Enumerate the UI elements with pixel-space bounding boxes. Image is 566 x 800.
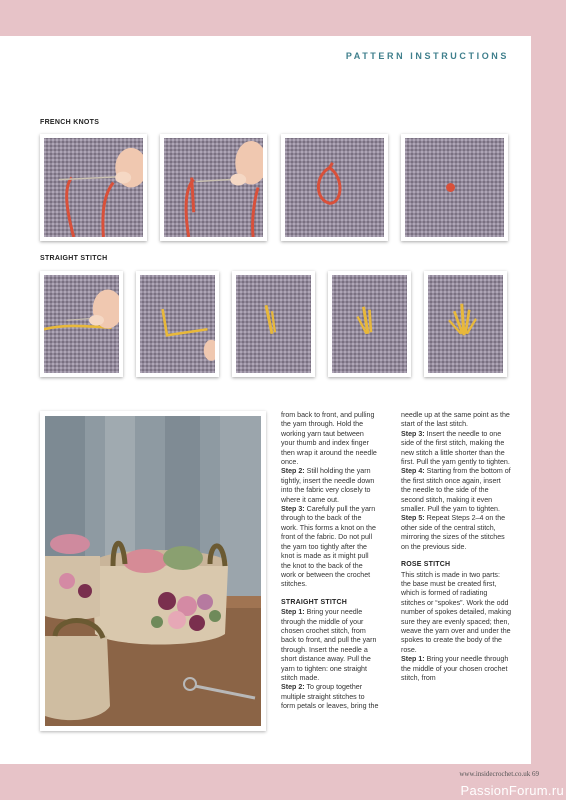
- step-text: To group together multiple straight stitches to form petals or leaves, bring the: [281, 683, 379, 711]
- subheading: ROSE STITCH: [401, 561, 451, 569]
- step-text: Insert the needle to one side of the first stitch, making the new stitch a little shorter than the first. Pull the yarn gently to tighten.: [401, 429, 510, 467]
- french-knot-step-4-photo: [401, 134, 508, 241]
- straight-stitch-step-3-photo: [232, 271, 315, 377]
- straight-stitch-step-4-photo: [328, 271, 411, 377]
- instruction-paragraph: [401, 467, 511, 514]
- straight-stitch-step-1-photo: [40, 271, 123, 377]
- instructions-column-2: [401, 411, 511, 683]
- french-knot-step-3-photo: [281, 134, 388, 241]
- subheading: STRAIGHT STITCH: [281, 598, 347, 606]
- instruction-paragraph: [281, 411, 379, 467]
- instruction-paragraph: [401, 430, 511, 468]
- step-label: Step 5:: [401, 514, 425, 523]
- straight-stitch-step-2-photo: [136, 271, 219, 377]
- rose-basket-photo: [40, 411, 266, 731]
- step-text: from back to front, and pulling the yarn through. Hold the working yarn taut between your thumb and index finger then wrap it around the needle once.: [281, 411, 377, 467]
- page-header: PATTERN INSTRUCTIONS: [345, 51, 509, 61]
- step-text: This stitch is made in two parts: the base must be created first, which is formed of radiating stitches or “spokes”. Work the odd number of spokes detailed, making sure they are evenly spaced; then, weave the yarn over and under the spokes to create the body of the rose.: [401, 570, 512, 654]
- step-label: Step 1:: [281, 608, 305, 617]
- instruction-paragraph: [281, 683, 379, 711]
- french-knot-step-2-photo: [160, 134, 267, 241]
- step-label: Step 3:: [281, 505, 305, 514]
- step-text: Bring your needle through the middle of your chosen crochet stitch, from: [401, 655, 509, 682]
- footer-url[interactable]: www.insidecrochet.co.uk: [459, 770, 531, 778]
- step-text: needle up at the same point as the start of the last stitch.: [401, 411, 510, 429]
- step-label: Step 2:: [281, 683, 305, 692]
- instruction-paragraph: [281, 608, 379, 683]
- french-knots-heading: FRENCH KNOTS: [40, 119, 100, 126]
- step-text: Starting from the bottom of the first stitch once again, insert the needle to the side of the second stitch, making it even smaller. Pull the yarn to tighten.: [401, 467, 511, 514]
- instruction-paragraph: [401, 411, 511, 430]
- instructions-column-1: [281, 411, 379, 712]
- step-label: Step 4:: [401, 467, 425, 476]
- step-text: Still holding the yarn tightly, insert the needle down into the fabric very closely to where it came out.: [281, 467, 375, 504]
- straight-stitch-heading: STRAIGHT STITCH: [40, 255, 108, 262]
- watermark: PassionForum.ru: [460, 783, 564, 798]
- page-number: 69: [532, 770, 539, 778]
- step-label: Step 3:: [401, 429, 425, 438]
- step-label: Step 2:: [281, 467, 305, 476]
- page-footer: [459, 770, 539, 778]
- straight-stitch-step-5-photo: [424, 271, 507, 377]
- french-knot-step-1-photo: [40, 134, 147, 241]
- instruction-paragraph: [281, 505, 379, 590]
- step-text: Bring your needle through the middle of your chosen crochet stitch, from back to front, and pull the yarn through. Insert the needle a short distance away. Pull the yarn to tighten: one straight stitch made.: [281, 608, 377, 682]
- step-text: Carefully pull the yarn through to the back of the work. This forms a knot on the front of the fabric. Do not pull the yarn too tightly after the knot is made as it might pull the knot to the back of the work or between the crochet stitches.: [281, 505, 376, 589]
- instruction-paragraph: [401, 571, 511, 656]
- instruction-paragraph: [401, 514, 511, 552]
- step-text: Repeat Steps 2–4 on the other side of the central stitch, mirroring the sizes of the stitches on the previous side.: [401, 514, 506, 551]
- instruction-paragraph: [281, 467, 379, 505]
- instruction-paragraph: [401, 655, 511, 683]
- step-label: Step 1:: [401, 655, 425, 664]
